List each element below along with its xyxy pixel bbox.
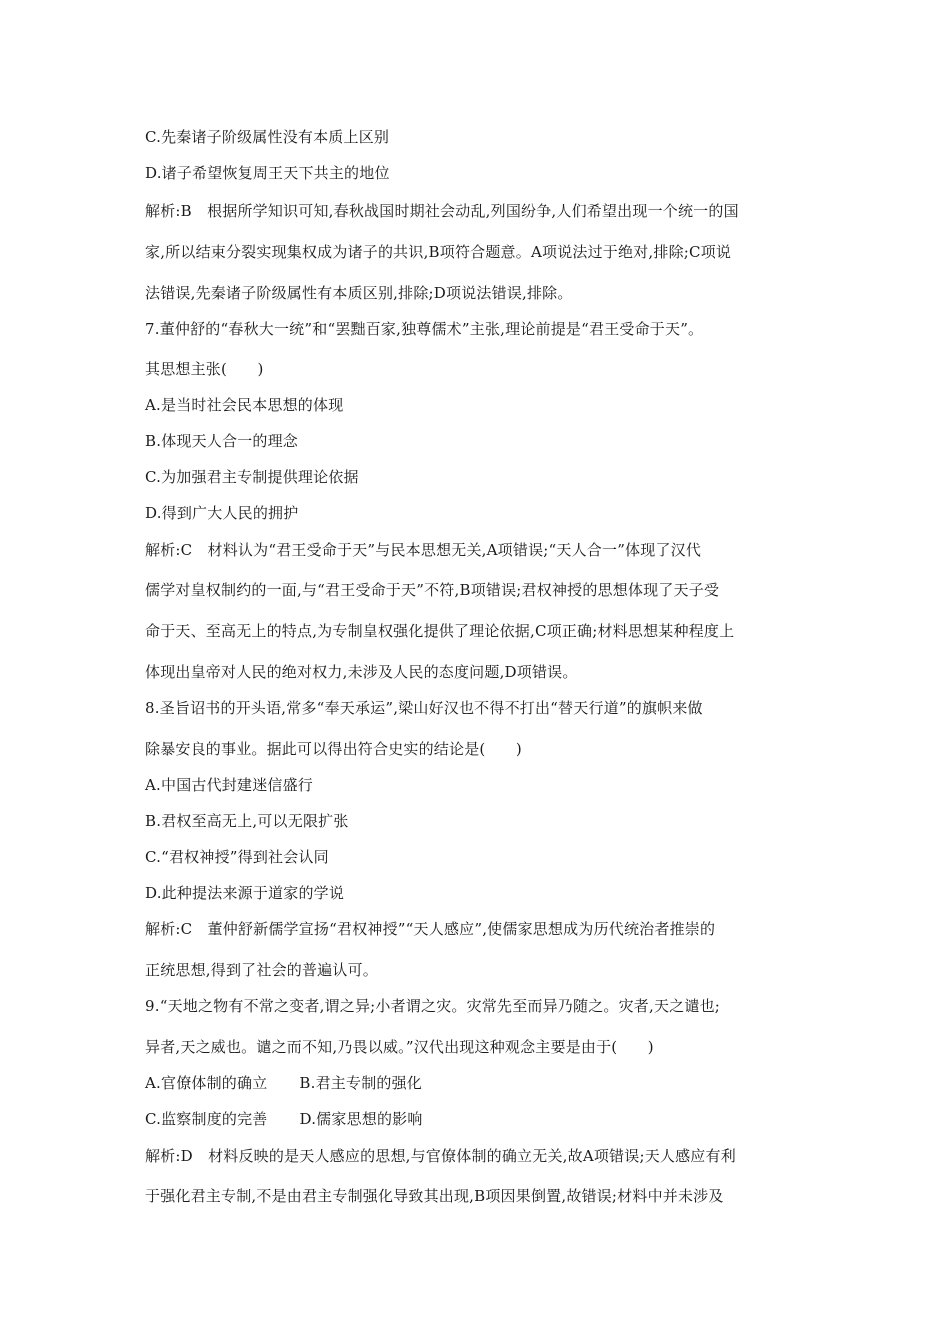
q7-option-d: D.得到广大人民的拥护	[145, 504, 299, 522]
q9-option-b: B.君主专制的强化	[299, 1074, 422, 1092]
q9-analysis-line-2: 于强化君主专制,不是由君主专制强化导致其出现,B项因果倒置,故错误;材料中并未涉及	[145, 1187, 724, 1205]
q9-options-row-1	[145, 1073, 815, 1093]
q8-stem-line-1: 8.圣旨诏书的开头语,常多“奉天承运”,梁山好汉也不得不打出“替天行道”的旗帜来做	[145, 699, 703, 717]
q6-option-c: C.先秦诸子阶级属性没有本质上区别	[145, 128, 390, 146]
q8-analysis-line-1: 解析:C 董仲舒新儒学宣扬“君权神授”“天人感应”,使儒家思想成为历代统治者推崇的	[145, 920, 716, 938]
q7-analysis-line-1: 解析:C 材料认为“君王受命于天”与民本思想无关,A项错误;“天人合一”体现了汉代	[145, 541, 702, 559]
q9-analysis-line-1: 解析:D 材料反映的是天人感应的思想,与官僚体制的确立无关,故A项错误;天人感应有利	[145, 1147, 736, 1165]
q7-option-c: C.为加强君主专制提供理论依据	[145, 468, 359, 486]
q8-option-a: A.中国古代封建迷信盛行	[145, 776, 314, 794]
q6-analysis-line-2: 家,所以结束分裂实现集权成为诸子的共识,B项符合题意。A项说法过于绝对,排除;C项说	[145, 243, 732, 261]
q7-analysis-line-3: 命于天、至高无上的特点,为专制皇权强化提供了理论依据,C项正确;材料思想某种程度上	[145, 622, 735, 640]
q9-stem-line-2: 异者,天之威也。谴之而不知,乃畏以威。”汉代出现这种观念主要是由于( )	[145, 1038, 654, 1056]
q9-options-row-2	[145, 1109, 815, 1129]
q8-analysis-line-2: 正统思想,得到了社会的普遍认可。	[145, 961, 378, 979]
q9-option-c: C.监察制度的完善	[145, 1110, 268, 1128]
q7-option-a: A.是当时社会民本思想的体现	[145, 396, 344, 414]
q6-option-d: D.诸子希望恢复周王天下共主的地位	[145, 164, 390, 182]
q7-stem-line-1: 7.董仲舒的“春秋大一统”和“罢黜百家,独尊儒术”主张,理论前提是“君王受命于天”。	[145, 320, 704, 338]
q8-option-c: C.“君权神授”得到社会认同	[145, 848, 329, 866]
q8-stem-line-2: 除暴安良的事业。据此可以得出符合史实的结论是( )	[145, 740, 522, 758]
q6-analysis-line-1: 解析:B 根据所学知识可知,春秋战国时期社会动乱,列国纷争,人们希望出现一个统一的国	[145, 202, 739, 220]
q8-option-b: B.君权至高无上,可以无限扩张	[145, 812, 349, 830]
q7-stem-line-2: 其思想主张( )	[145, 360, 264, 378]
q7-analysis-line-2: 儒学对皇权制约的一面,与“君王受命于天”不符,B项错误;君权神授的思想体现了天子受	[145, 581, 720, 599]
q8-option-d: D.此种提法来源于道家的学说	[145, 884, 345, 902]
q7-analysis-line-4: 体现出皇帝对人民的绝对权力,未涉及人民的态度问题,D项错误。	[145, 663, 578, 681]
q9-stem-line-1: 9.“天地之物有不常之变者,谓之异;小者谓之灾。灾常先至而异乃随之。灾者,天之谴也;	[145, 997, 721, 1015]
q6-analysis-line-3: 法错误,先秦诸子阶级属性有本质区别,排除;D项说法错误,排除。	[145, 284, 573, 302]
q7-option-b: B.体现天人合一的理念	[145, 432, 298, 450]
q9-option-d: D.儒家思想的影响	[299, 1110, 423, 1128]
q9-option-a: A.官僚体制的确立	[145, 1074, 268, 1092]
